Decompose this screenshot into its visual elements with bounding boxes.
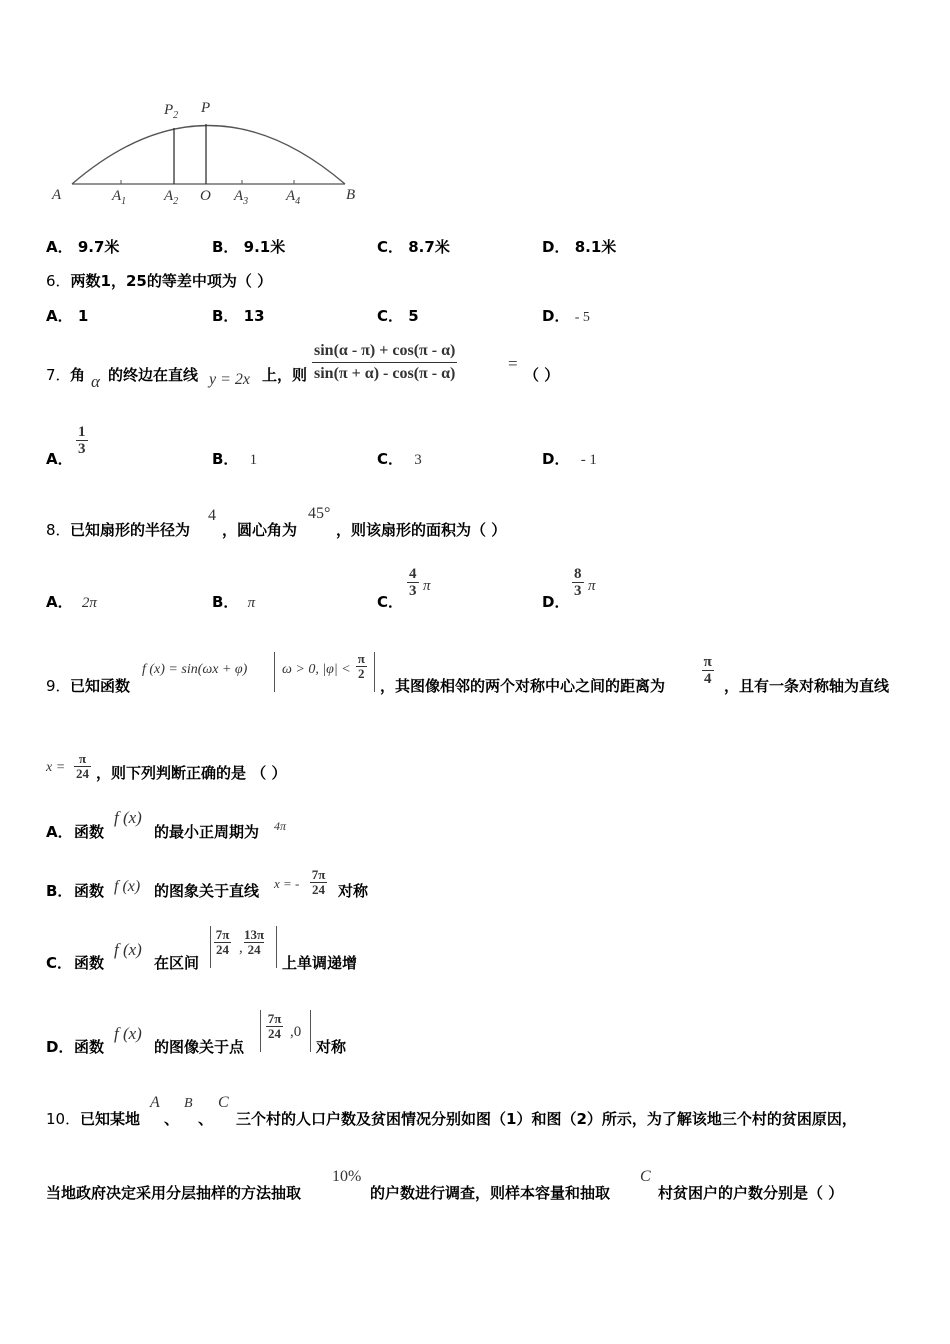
q5-option-a[interactable]: A． 9.7米 xyxy=(46,238,120,256)
label-O: O xyxy=(200,188,211,204)
arch-curve xyxy=(72,126,345,185)
label-A4: $A_4$ xyxy=(286,188,301,207)
label-A: A xyxy=(52,187,62,203)
q6-option-d[interactable]: D． - 5 xyxy=(542,307,590,325)
q10-stem: 10． 已知某地 A 、 B 、 C 三个村的人口户数及贫困情况分别如图（1）和图（2）所示，为了解该地三个村的贫困原因， xyxy=(46,1094,857,1128)
q7-option-b[interactable]: B． 1 xyxy=(212,450,258,468)
label-P2: $P_2$ xyxy=(164,102,179,121)
q5-option-c[interactable]: C． 8.7米 xyxy=(377,238,450,256)
arch-figure xyxy=(40,95,380,215)
q8-option-b[interactable]: B． π xyxy=(212,593,256,611)
label-A1: $A_1$ xyxy=(112,188,127,207)
q5-option-b[interactable]: B． 9.1米 xyxy=(212,238,286,256)
q5-option-d[interactable]: D． 8.1米 xyxy=(542,238,617,256)
label-A3: $A_3$ xyxy=(234,188,249,207)
label-A2: $A_2$ xyxy=(164,188,179,207)
label-P: P xyxy=(201,100,211,116)
q8-option-a[interactable]: A． 2π xyxy=(46,593,97,611)
q6-option-c[interactable]: C． 5 xyxy=(377,307,419,325)
q7-fraction: $\frac{\sin(\alpha - \pi) + \cos(\pi - \alpha)}{\sin(\pi + \alpha) - \cos(\pi - \alpha)}$ xyxy=(312,340,457,385)
q6-option-b[interactable]: B． 13 xyxy=(212,307,265,325)
q7-option-c[interactable]: C． 3 xyxy=(377,450,422,468)
q7-option-d[interactable]: D． - 1 xyxy=(542,450,597,468)
q6-stem: 6．两数1，25的等差中项为（ ） xyxy=(46,272,273,290)
label-B: B xyxy=(346,187,356,203)
q6-option-a[interactable]: A． 1 xyxy=(46,307,89,325)
